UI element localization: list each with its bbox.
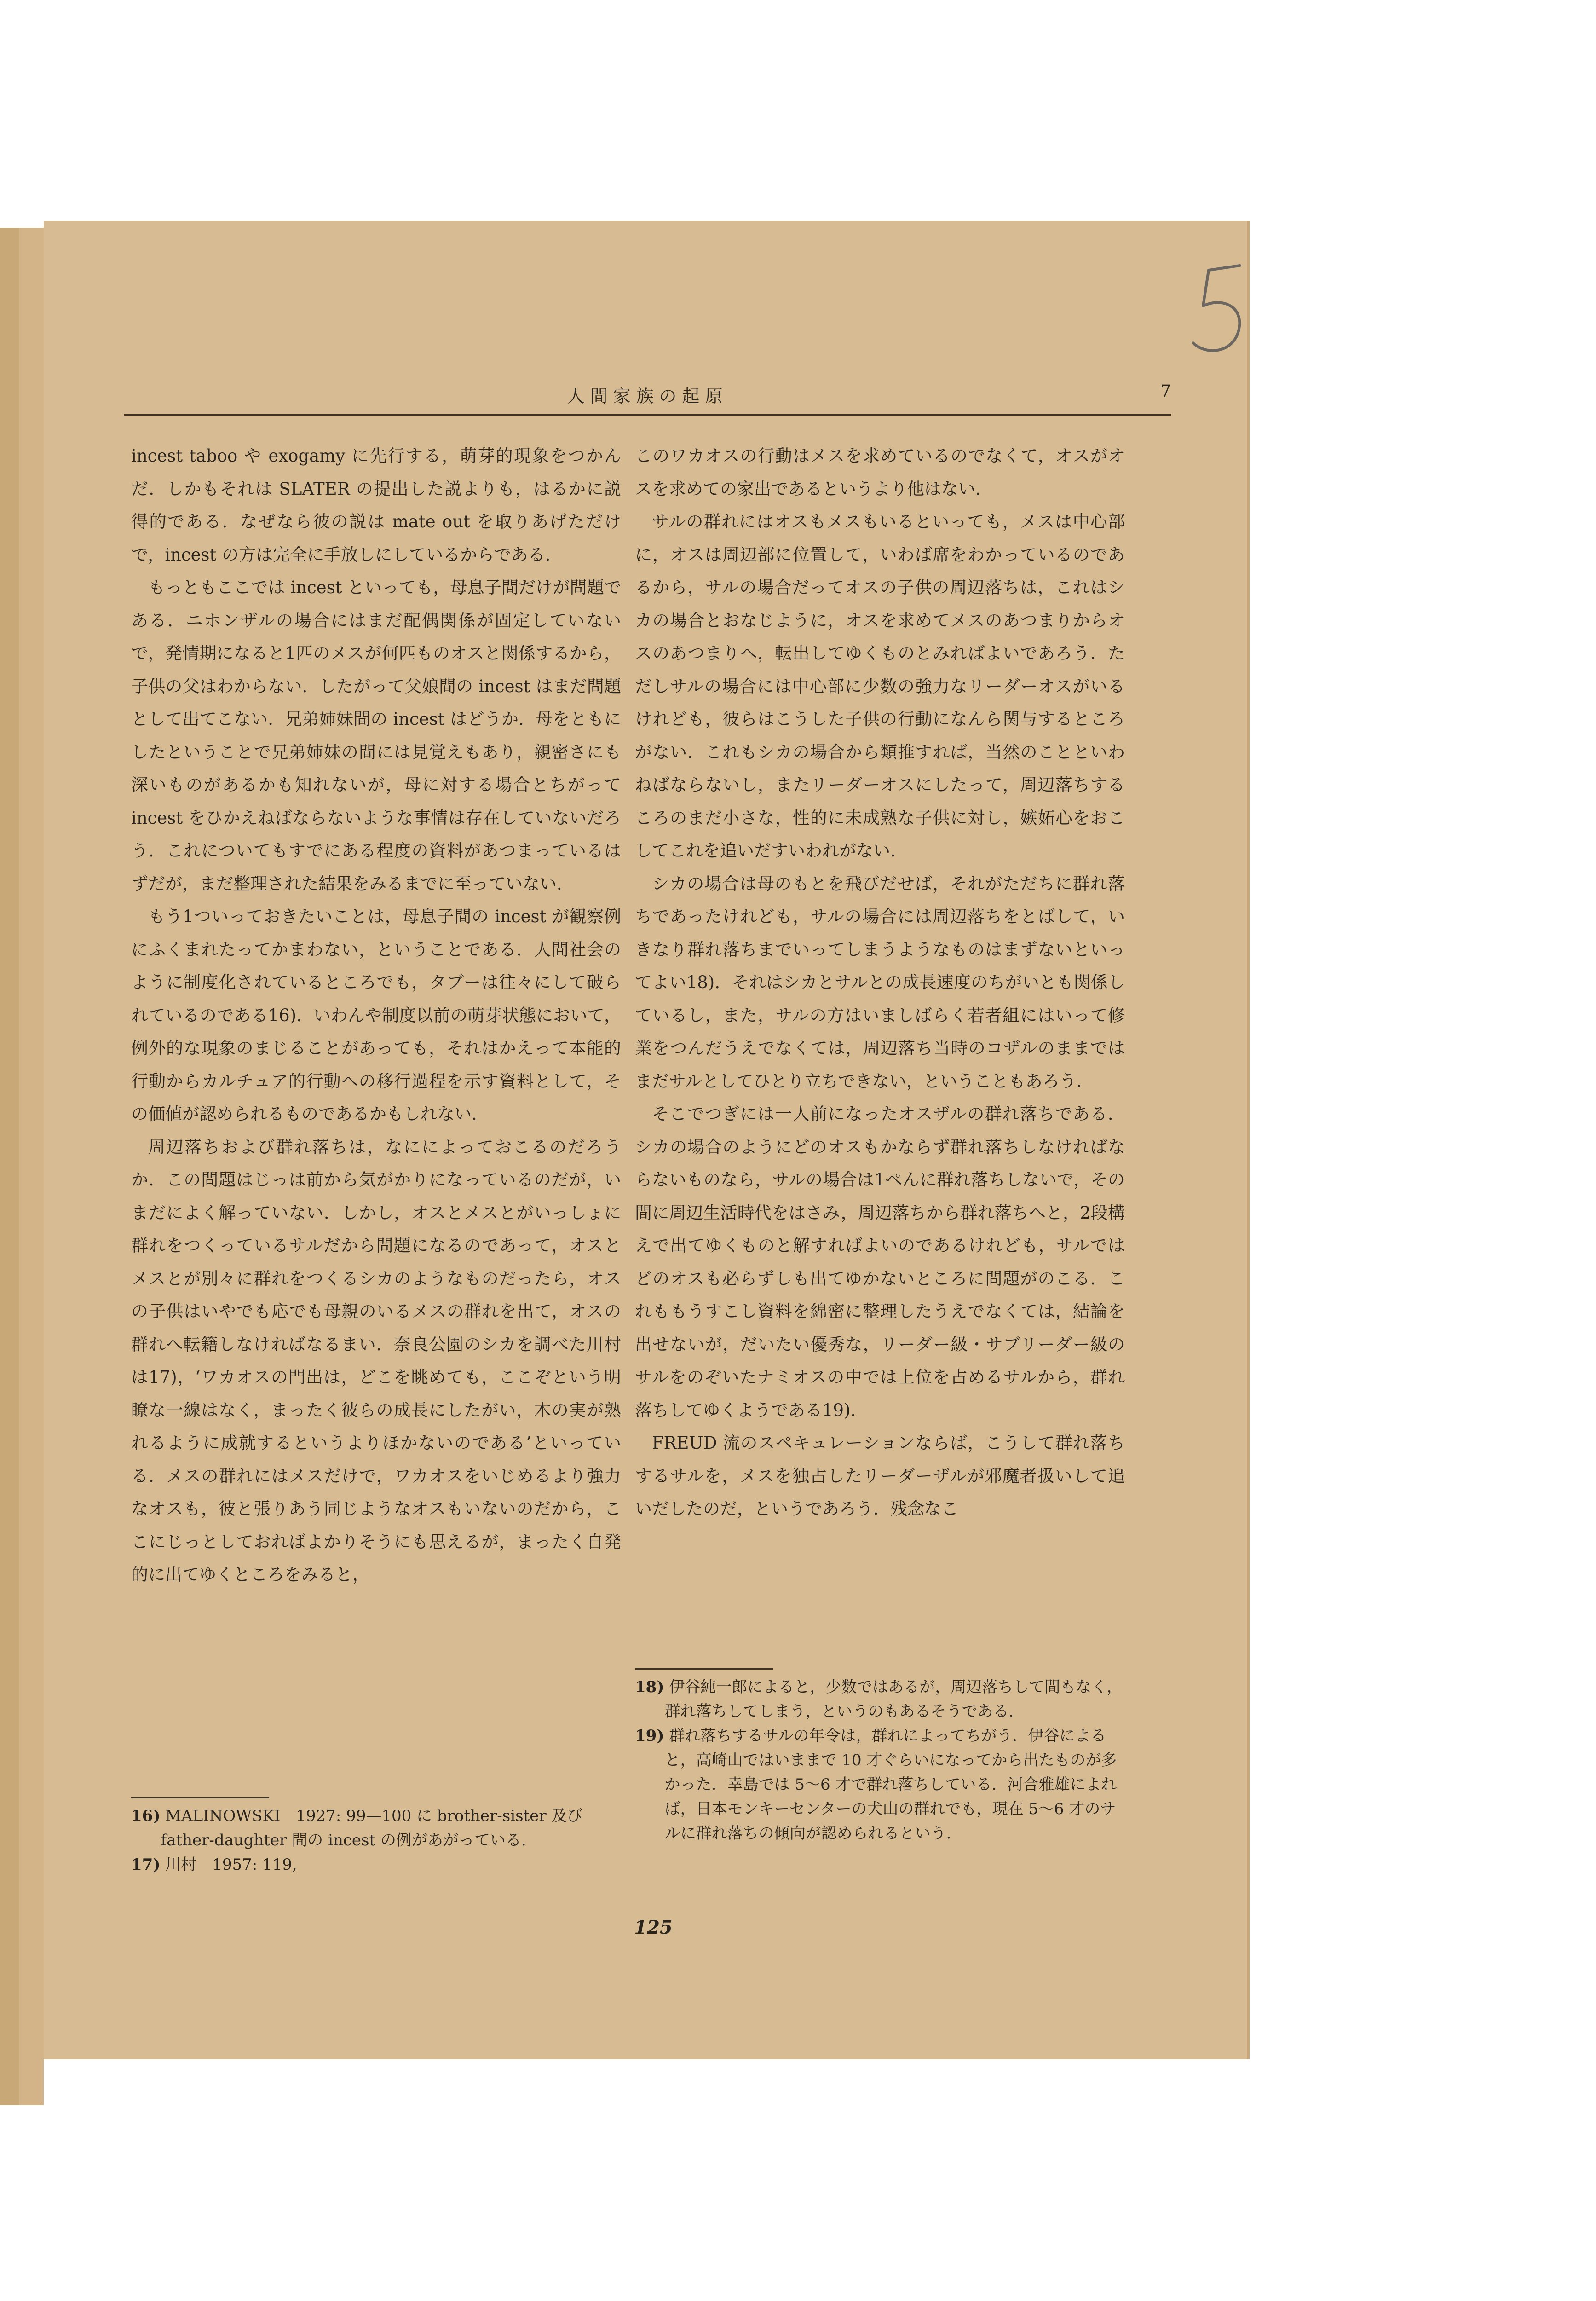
paragraph: シカの場合は母のもとを飛びだせば，それがただちに群れ落ちであったけれども，サルの場合には周辺落ちをとばして，いきなり群れ落ちまでいってしまうようなものはまずないといってよい18)．それはシカとサルとの成長速度のちがいとも関係しているし，また，サルの方はいましばらく若者組にはいって修業をつんだうえでなくては，周辺落ち当時のコザルのままではまだサルとしてひとり立ちできない，ということもあろう． <box>635 873 1125 1091</box>
footnote-number: 18) <box>635 1678 664 1696</box>
footnote <box>131 1853 621 1877</box>
paragraph: そこでつぎには一人前になったオスザルの群れ落ちである．シカの場合のようにどのオスもかならず群れ落ちしなければならないものなら，サルの場合は1ぺんに群れ落ちしないで，その間に周辺生活時代をはさみ，周辺落ちから群れ落ちへと，2段構えで出てゆくものと解すればよいのであるけれども，サルではどのオスも必らずしも出てゆかないところに問題がのこる．これももうすこし資料を綿密に整理したうえでなくては，結論を出せないが，だいたい優秀な，リーダー級・サブリーダー級のサルをのぞいたナミオスの中では上位を占めるサルから，群れ落ちしてゆくようである19)． <box>635 1104 1125 1420</box>
footnotes-right <box>635 1675 1125 1846</box>
header-rule <box>124 414 1171 416</box>
paragraph: FREUD 流のスペキュレーションならば，こうして群れ落ちするサルを，メスを独占したリーダーザルが邪魔者扱いして追いだしたのだ，というであろう．残念なこ <box>635 1433 1125 1519</box>
footnote-text: 川村 1957: 119, <box>165 1856 297 1874</box>
folio-page-number: 125 <box>634 1917 673 1938</box>
running-title: 人間家族の起原 <box>567 386 728 406</box>
footnote-number: 17) <box>131 1856 161 1874</box>
running-header <box>124 382 1171 414</box>
footnote-number: 16) <box>131 1807 161 1825</box>
paragraph: もう1ついっておきたいことは，母息子間の incest が観察例にふくまれたってかまわない，ということである．人間社会のように制度化されているところでも，タブーは往々にして破られているのである16)．いわんや制度以前の萌芽状態において，例外的な現象のまじることがあっても，それはかえって本能的行動からカルチュア的行動への移行過程を示す資料として，その価値が認められるものであるかもしれない． <box>131 907 621 1124</box>
paragraph: もっともここでは incest といっても，母息子間だけが問題である．ニホンザルの場合にはまだ配偶関係が固定していないで，発情期になると1匹のメスが何匹ものオスと関係するから，子供の父はわからない．したがって父娘間の incest はまだ問題として出てこない．兄弟姉妹間の incest はどうか．母をともにしたということで兄弟姉妹の間には見覚えもあり，親密さにも深いものがあるかも知れないが，母に対する場合とちがって incest をひかえねばならないような事情は存在していないだろう．これについてもすでにある程度の資料があつまっているはずだが，まだ整理された結果をみるまでに至っていない． <box>131 578 621 894</box>
paragraph: サルの群れにはオスもメスもいるといっても，メスは中心部に，オスは周辺部に位置して，いわば席をわかっているのであるから，サルの場合だってオスの子供の周辺落ちは，これはシカの場合とおなじように，オスを求めてメスのあつまりからオスのあつまりへ，転出してゆくものとみればよいであろう．ただしサルの場合には中心部に少数の強力なリーダーオスがいるけれども，彼らはこうした子供の行動になんら関与するところがない．これもシカの場合から類推すれば，当然のことといわねばならないし，またリーダーオスにしたって，周辺落ちするころのまだ小さな，性的に未成熟な子供に対し，嫉妬心をおこしてこれを追いだすいわれがない． <box>635 512 1125 861</box>
left-column <box>131 439 621 1591</box>
footnote-rule-right <box>635 1668 773 1670</box>
right-column <box>635 439 1125 1526</box>
facing-page-shadow <box>0 228 19 2105</box>
book-page <box>44 221 1250 2059</box>
footnote <box>131 1804 621 1853</box>
handwritten-page-number <box>1185 260 1249 361</box>
paragraph: このワカオスの行動はメスを求めているのでなくて，オスがオスを求めての家出であるというより他はない． <box>635 446 1125 499</box>
footnote-rule-left <box>131 1797 269 1798</box>
paragraph: incest taboo や exogamy に先行する，萌芽的現象をつかんだ．しかもそれは SLATER の提出した説よりも，はるかに説得的である．なぜなら彼の説は mate out を取りあげただけで，incest の方は完全に手放しにしているからである． <box>131 446 621 565</box>
footnote <box>635 1675 1125 1724</box>
running-page-number: 7 <box>1160 382 1171 401</box>
footnote <box>635 1724 1125 1846</box>
footnote-text: MALINOWSKI 1927: 99—100 に brother-sister 及び father-daughter 間の incest の例があがっている． <box>161 1807 583 1850</box>
paragraph: 周辺落ちおよび群れ落ちは，なにによっておこるのだろうか．この問題はじっは前から気がかりになっているのだが，いまだによく解っていない．しかし，オスとメスとがいっしょに群れをつくっているサルだから問題になるのであって，オスとメスとが別々に群れをつくるシカのようなものだったら，オスの子供はいやでも応でも母親のいるメスの群れを出て，オスの群れへ転籍しなければなるまい．奈良公園のシカを調べた川村は17)，‘ワカオスの門出は，どこを眺めても，ここぞという明瞭な一線はなく，まったく彼らの成長にしたがい，木の実が熟れるように成就するというよりほかないのである’といっている．メスの群れにはメスだけで，ワカオスをいじめるより強力なオスも，彼と張りあう同じようなオスもいないのだから，ここにじっとしておればよかりそうにも思えるが，まったく自発的に出てゆくところをみると， <box>131 1137 621 1584</box>
footnote-text: 群れ落ちするサルの年令は，群れによってちがう．伊谷によると，高崎山ではいままで 10 才ぐらいになってから出たものが多かった．幸島では 5〜6 才で群れ落ちしている．河合雅雄によれば，日本モンキーセンターの犬山の群れでも，現在 5〜6 才のサルに群れ落ちの傾向が認められるという． <box>664 1727 1117 1843</box>
footnote-text: 伊谷純一郎によると，少数ではあるが，周辺落ちして間もなく，群れ落ちしてしまう，というのもあるそうである． <box>664 1678 1123 1721</box>
footnotes-left <box>131 1804 621 1877</box>
footnote-number: 19) <box>635 1727 664 1745</box>
